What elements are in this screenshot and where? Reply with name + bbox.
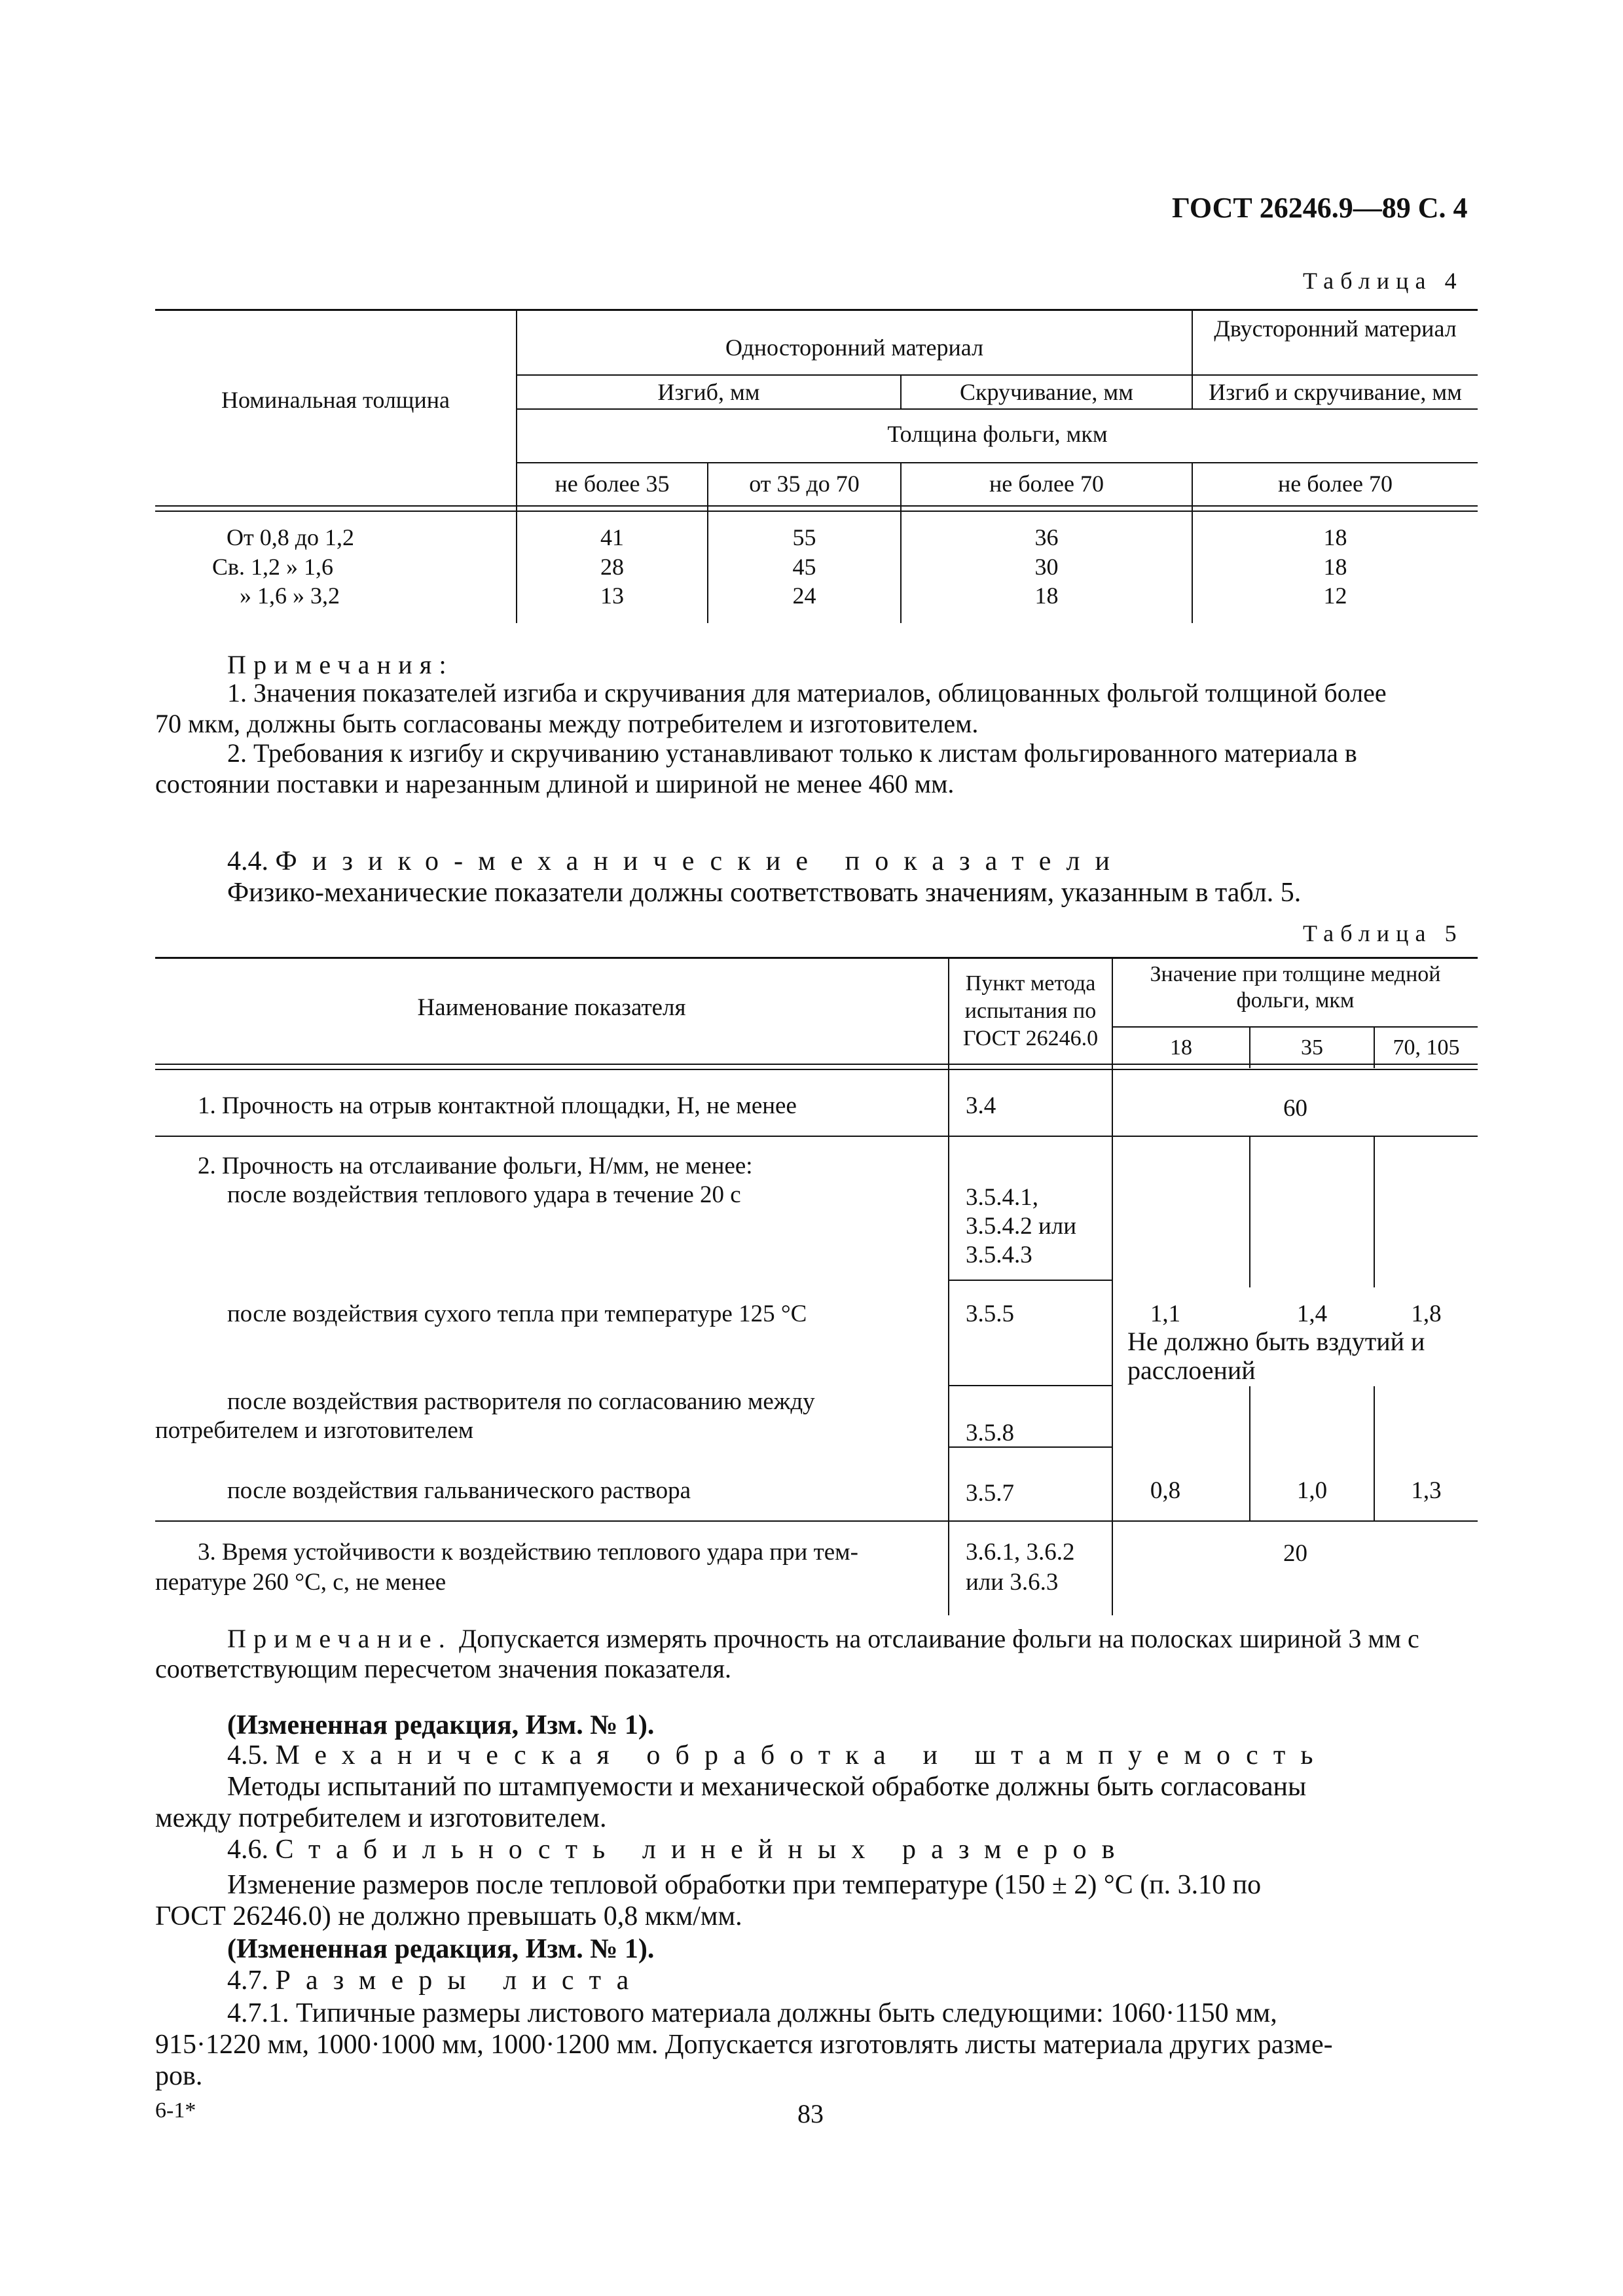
note-4-2-line2: состоянии поставки и нарезанным длиной и шириной не менее 460 мм.: [155, 769, 955, 798]
footer-mark: 6-1*: [155, 2098, 196, 2123]
t4-cell: 36: [1034, 524, 1059, 550]
section-4-6-text-line1: Изменение размеров после тепловой обработки при температуре (150 ± 2) °С (п. 3.10 по: [227, 1870, 1262, 1900]
t5-row2-sub4: после воздействия гальванического раствора: [227, 1477, 691, 1504]
t4-cell: 30: [1034, 554, 1059, 580]
section-4-5-heading: [227, 1740, 1328, 1771]
t4-cell: 41: [600, 524, 624, 550]
section-4-5-text-line2: между потребителем и изготовителем.: [155, 1803, 607, 1833]
page-number: 83: [797, 2099, 824, 2128]
page-header-title: ГОСТ 26246.9—89 С. 4: [1172, 192, 1468, 224]
t5-row3-value: 20: [1283, 1540, 1307, 1567]
section-4-5-text-line1: Методы испытаний по штампуемости и механической обработке должны быть согласованы: [227, 1772, 1307, 1802]
t5-row3-name-line1: 3. Время устойчивости к воздействию теплового удара при тем-: [198, 1539, 858, 1566]
t4-header-two-sided: Двусторонний материал: [1214, 315, 1457, 342]
section-4-4-text: Физико-механические показатели должны соответствовать значениям, указанным в табл. 5.: [227, 878, 1302, 908]
t5-row2-note: расслоений: [1127, 1355, 1256, 1385]
t4-header-thickness: Номинальная толщина: [221, 387, 450, 413]
t4-subheader: не более 70: [1277, 471, 1393, 497]
t5-row2-sub3-line1: после воздействия растворителя по согласованию между: [227, 1388, 815, 1415]
note-4-1-line2: 70 мкм, должны быть согласованы между потребителем и изготовителем.: [155, 709, 979, 738]
t5-row1-method: 3.4: [966, 1092, 996, 1119]
t4-cell: 18: [1323, 554, 1347, 580]
section-4-4-heading: [227, 846, 1125, 877]
t5-row2-sub3-method: 3.5.8: [966, 1420, 1014, 1446]
t5-row2-sub4-method: 3.5.7: [966, 1480, 1014, 1507]
section-4-7-heading: [227, 1965, 644, 1996]
note-5-label: Примечание.: [227, 1624, 453, 1653]
t4-cell: 18: [1034, 583, 1059, 609]
t4-cell: 55: [792, 524, 816, 550]
t5-header-method-1: Пункт метода: [965, 971, 1096, 996]
note-5-text: Допускается измерять прочность на отслаивание фольги на полосках шириной 3 мм с: [452, 1624, 1419, 1653]
table-5-caption: Таблица 5: [1303, 920, 1463, 946]
section-4-7-number: 4.7.: [227, 1965, 268, 1996]
t5-row2-sub2-value: 1,1: [1150, 1300, 1181, 1327]
t4-header-bend-twist: Изгиб и скручивание, мм: [1209, 379, 1462, 405]
section-4-6-number: 4.6.: [227, 1835, 268, 1865]
changed-edition-2: (Измененная редакция, Изм. № 1).: [227, 1934, 655, 1964]
t5-header-thick: 18: [1170, 1035, 1192, 1060]
t5-row1-name: 1. Прочность на отрыв контактной площадки, Н, не менее: [198, 1092, 797, 1119]
t5-header-thick: 70, 105: [1393, 1035, 1460, 1060]
section-4-5-number: 4.5.: [227, 1740, 268, 1770]
t4-cell: 18: [1323, 524, 1347, 550]
section-4-6-heading: [227, 1834, 1130, 1865]
t5-row2-sub4-value: 1,0: [1296, 1477, 1328, 1504]
t4-header-one-sided: Односторонний материал: [725, 334, 984, 361]
t5-row1-value: 60: [1283, 1095, 1307, 1122]
t5-row2-sub1-method: 3.5.4.1,: [966, 1184, 1038, 1211]
t4-subheader: от 35 до 70: [749, 471, 860, 497]
t5-row2-sub2: после воздействия сухого тепла при температуре 125 °С: [227, 1300, 807, 1327]
t5-row2-sub4-value: 1,3: [1411, 1477, 1442, 1504]
section-4-7-1-line2: 915·1220 мм, 1000·1000 мм, 1000·1200 мм. Допускается изготовлять листы материала других разме-: [155, 2030, 1333, 2060]
t5-row2-sub1: после воздействия теплового удара в течение 20 с: [227, 1181, 741, 1208]
t5-header-value-2: фольги, мкм: [1236, 988, 1355, 1013]
t5-row2-name: 2. Прочность на отслаивание фольги, Н/мм, не менее:: [198, 1153, 753, 1179]
table-4-caption: Таблица 4: [1303, 268, 1463, 294]
t5-row2-sub4-value: 0,8: [1150, 1477, 1181, 1504]
t5-header-thick: 35: [1301, 1035, 1323, 1060]
t5-row3-method-line2: или 3.6.3: [966, 1569, 1059, 1596]
section-4-7-1-line1: 4.7.1. Типичные размеры листового материала должны быть следующими: 1060·1150 мм,: [227, 1998, 1277, 2028]
t5-row2-sub2-value: 1,8: [1411, 1300, 1442, 1327]
t4-cell: 24: [792, 583, 816, 609]
t4-row-label: » 1,6 » 3,2: [240, 583, 340, 609]
section-4-5-title: Механическая обработка и штампуемость: [275, 1740, 1328, 1770]
section-4-6-title: Стабильность линейных размеров: [275, 1835, 1130, 1865]
t5-row2-sub1-method: 3.5.4.2 или: [966, 1213, 1077, 1240]
t5-row2-sub1-method: 3.5.4.3: [966, 1242, 1032, 1268]
section-4-4-number: 4.4.: [227, 846, 268, 876]
t4-row-label: От 0,8 до 1,2: [227, 524, 355, 550]
t5-header-method-3: ГОСТ 26246.0: [962, 1026, 1099, 1050]
changed-edition-1: (Измененная редакция, Изм. № 1).: [227, 1710, 655, 1740]
section-4-4-title: Физико-механические показатели: [275, 846, 1125, 876]
t5-header-value-1: Значение при толщине медной: [1150, 962, 1441, 986]
t4-header-bend: Изгиб, мм: [657, 379, 760, 405]
t4-cell: 12: [1323, 583, 1347, 609]
t5-header-name: Наименование показателя: [417, 994, 686, 1021]
t5-row2-sub2-value: 1,4: [1296, 1300, 1328, 1327]
t4-subheader: не более 70: [989, 471, 1104, 497]
note-5-line2: соответствующим пересчетом значения показателя.: [155, 1654, 732, 1683]
t4-header-twist: Скручивание, мм: [960, 379, 1133, 405]
note-4-2-line1: 2. Требования к изгибу и скручиванию устанавливают только к листам фольгированного материала в: [227, 738, 1357, 768]
section-4-7-1-line3: ров.: [155, 2061, 203, 2091]
t5-row3-method-line1: 3.6.1, 3.6.2: [966, 1539, 1075, 1566]
section-4-7-title: Размеры листа: [275, 1965, 644, 1996]
note-4-1-line1: 1. Значения показателей изгиба и скручивания для материалов, облицованных фольгой толщиной более: [227, 678, 1387, 708]
t5-row2-sub3-line2: потребителем и изготовителем: [155, 1417, 474, 1444]
section-4-6-text-line2: ГОСТ 26246.0) не должно превышать 0,8 мкм/мм.: [155, 1901, 742, 1931]
notes-4-heading: Примечания:: [227, 650, 454, 679]
t5-header-method-2: испытания по: [964, 999, 1097, 1023]
note-5-line1: [227, 1623, 1419, 1654]
t5-row2-note: Не должно быть вздутий и: [1127, 1327, 1425, 1356]
t4-cell: 13: [600, 583, 624, 609]
t4-cell: 45: [792, 554, 816, 580]
t4-subheader: не более 35: [555, 471, 670, 497]
t5-row2-sub2-method: 3.5.5: [966, 1300, 1014, 1327]
t4-row-label: Св. 1,2 » 1,6: [212, 554, 334, 580]
t4-cell: 28: [600, 554, 624, 580]
t5-row3-name-line2: пературе 260 °С, с, не менее: [155, 1569, 447, 1596]
t4-header-foil-thickness: Толщина фольги, мкм: [887, 421, 1108, 447]
